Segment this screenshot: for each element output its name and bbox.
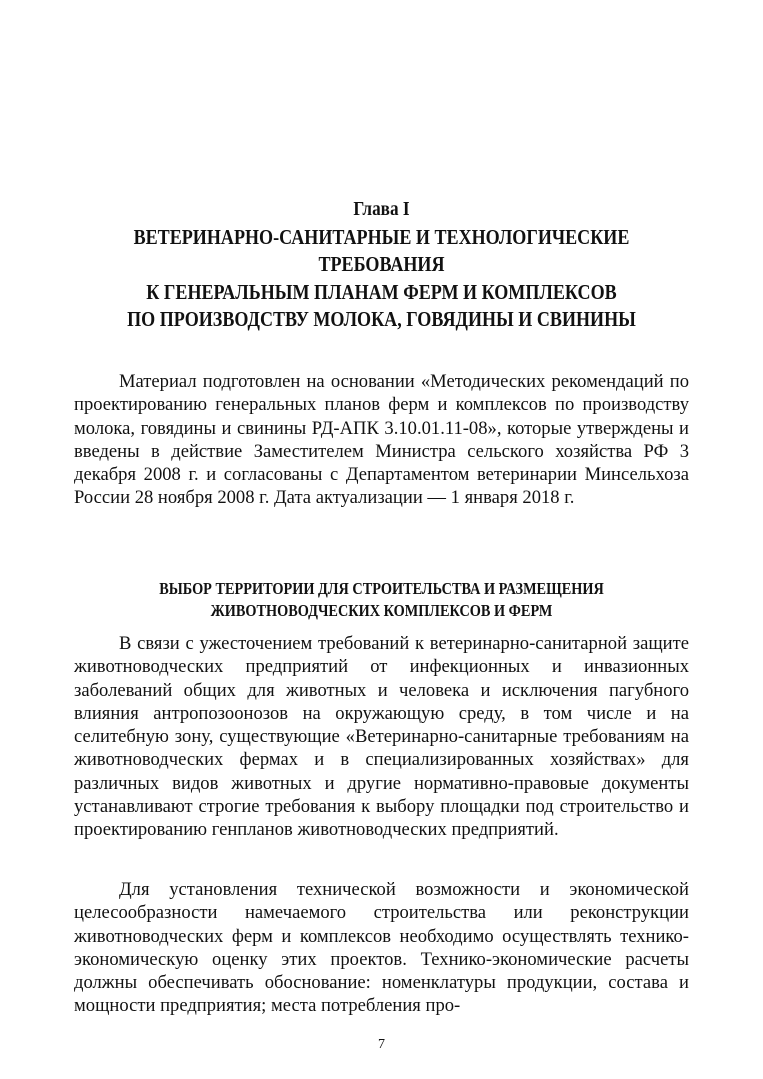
chapter-title-line: ТРЕБОВАНИЯ bbox=[318, 252, 445, 276]
chapter-title-line: К ГЕНЕРАЛЬНЫМ ПЛАНАМ ФЕРМ И КОМПЛЕКСОВ bbox=[146, 279, 617, 304]
chapter-heading bbox=[60, 196, 703, 334]
intro-paragraph: Материал подготовлен на основании «Методических рекомендаций по проектированию генеральных планов ферм и комплексов по производству молока, говядины и свинины РД-АПК 3.10.01.11-08», которые утверждены и введены в действие Заместителем Министра сельского хозяйства РФ 3 декабря 2008 г. и согласованы с Департаментом ветеринарии Минсельхоза России 28 ноября 2008 г. Дата актуализации — 1 января 2018 г. bbox=[74, 371, 689, 509]
section-title-line: ЖИВОТНОВОДЧЕСКИХ КОМПЛЕКСОВ И ФЕРМ bbox=[210, 601, 553, 620]
page-number: 7 bbox=[378, 1037, 385, 1052]
body-paragraph: В связи с ужесточением требований к ветеринарно-санитарной защите животноводческих предприятий от инфекционных и инвазионных заболеваний общих для животных и человека и исключения пагубного влияния антропозоонозов на окружающую среду, в том числе и на селитебную зону, существующие «Ветеринарно-санитарные требованиям на животноводческих фермах и в специализированных хозяйствах» для различных видов животных и другие нормативно-правовые документы устанавливают строгие требования к выбору площадки под строительство и проектированию генпланов животноводческих предприятий. bbox=[74, 633, 689, 841]
body-paragraph: Для установления технической возможности и экономической целесообразности намечаемого строительства или реконструкции животноводческих ферм и комплексов необходимо осуществлять технико-экономическую оценку этих проектов. Технико-экономические расчеты должны обеспечивать обоснование: номенклатуры продукции, состава и мощности предприятия; места потребления про- bbox=[74, 879, 689, 1017]
chapter-title-line: ПО ПРОИЗВОДСТВУ МОЛОКА, ГОВЯДИНЫ И СВИНИНЫ bbox=[127, 307, 636, 331]
chapter-title-line: ВЕТЕРИНАРНО-САНИТАРНЫЕ И ТЕХНОЛОГИЧЕСКИЕ bbox=[133, 224, 630, 249]
chapter-label: Глава I bbox=[353, 198, 410, 220]
section-heading bbox=[60, 578, 703, 622]
section-title-line: ВЫБОР ТЕРРИТОРИИ ДЛЯ СТРОИТЕЛЬСТВА И РАЗМЕЩЕНИЯ bbox=[159, 579, 604, 598]
